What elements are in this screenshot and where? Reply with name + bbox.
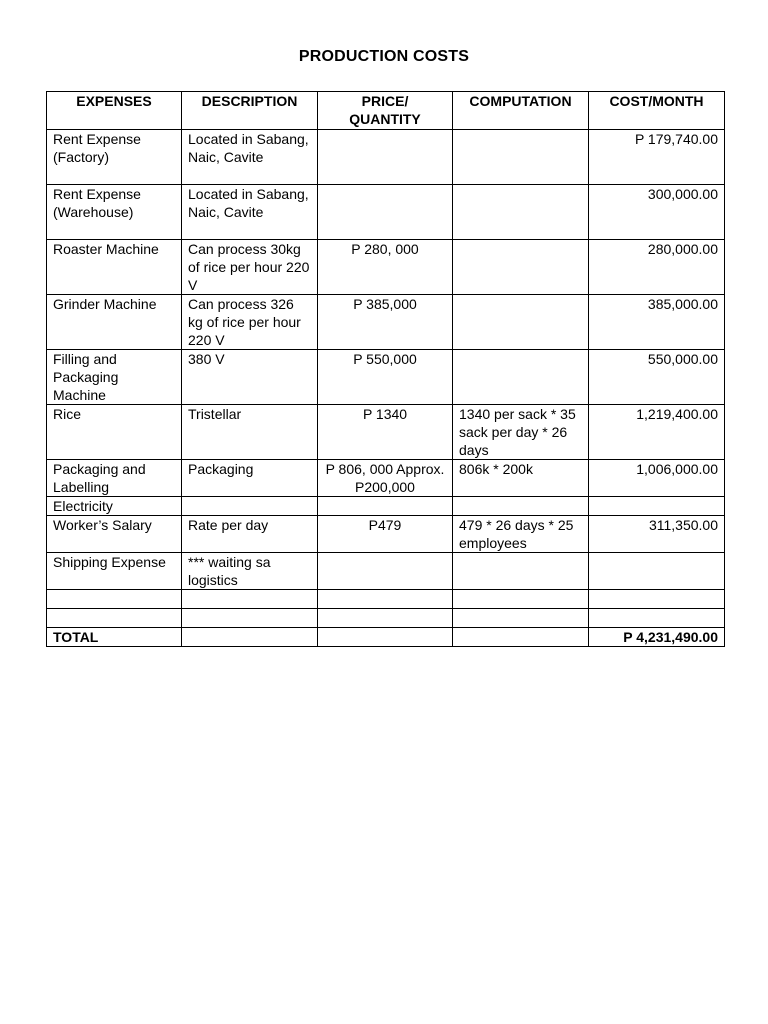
cell-computation — [453, 590, 589, 609]
cell-cost — [589, 609, 725, 628]
header-cost-month: COST/MONTH — [589, 92, 725, 130]
cell-price — [318, 497, 453, 516]
cell-price — [318, 130, 453, 185]
production-costs-table — [46, 91, 725, 647]
cell-expense: Rent Expense (Warehouse) — [47, 185, 182, 240]
table-row — [47, 185, 725, 240]
cell-computation — [453, 130, 589, 185]
cell-expense: Rice — [47, 405, 182, 460]
cell-price — [318, 590, 453, 609]
header-price-quantity — [318, 92, 453, 130]
table-row — [47, 240, 725, 295]
cell-description: Located in Sabang, Naic, Cavite — [182, 185, 318, 240]
cell-price: P 1340 — [318, 405, 453, 460]
cell-expense: Shipping Expense — [47, 553, 182, 590]
cell-expense: Roaster Machine — [47, 240, 182, 295]
total-row — [47, 628, 725, 647]
cell-computation — [453, 497, 589, 516]
cell-computation: 806k * 200k — [453, 460, 589, 497]
cell-description: Can process 326 kg of rice per hour 220 V — [182, 295, 318, 350]
cell-computation: 1340 per sack * 35 sack per day * 26 days — [453, 405, 589, 460]
cell-description — [182, 609, 318, 628]
cell-computation — [453, 553, 589, 590]
cell-expense: Filling and Packaging Machine — [47, 350, 182, 405]
table-row — [47, 553, 725, 590]
table-row — [47, 497, 725, 516]
cell-cost: 311,350.00 — [589, 516, 725, 553]
cell-computation — [453, 295, 589, 350]
cell-cost — [589, 553, 725, 590]
cell-computation: 479 * 26 days * 25 employees — [453, 516, 589, 553]
table-row — [47, 590, 725, 609]
cell-description: *** waiting sa logistics — [182, 553, 318, 590]
header-price-line2: QUANTITY — [349, 111, 421, 127]
cell-description: Can process 30kg of rice per hour 220 V — [182, 240, 318, 295]
total-value: P 4,231,490.00 — [589, 628, 725, 647]
header-description: DESCRIPTION — [182, 92, 318, 130]
cell-cost: 280,000.00 — [589, 240, 725, 295]
cell-price: P479 — [318, 516, 453, 553]
cell-description: Tristellar — [182, 405, 318, 460]
table-row — [47, 350, 725, 405]
cell-description: Rate per day — [182, 516, 318, 553]
cell-cost: 1,219,400.00 — [589, 405, 725, 460]
cell-cost: 300,000.00 — [589, 185, 725, 240]
table-row — [47, 609, 725, 628]
cell-expense — [47, 590, 182, 609]
cell-price: P 806, 000 Approx. P200,000 — [318, 460, 453, 497]
cell-cost — [589, 590, 725, 609]
cell-computation — [453, 185, 589, 240]
cell-empty — [182, 628, 318, 647]
table-header-row — [47, 92, 725, 130]
cell-cost: 550,000.00 — [589, 350, 725, 405]
header-expenses: EXPENSES — [47, 92, 182, 130]
cell-description — [182, 590, 318, 609]
cell-expense: Packaging and Labelling — [47, 460, 182, 497]
header-price-line1: PRICE/ — [361, 93, 409, 109]
cell-cost — [589, 497, 725, 516]
cell-price — [318, 553, 453, 590]
cell-expense: Grinder Machine — [47, 295, 182, 350]
cell-price: P 385,000 — [318, 295, 453, 350]
cell-computation — [453, 350, 589, 405]
cell-description: 380 V — [182, 350, 318, 405]
cell-computation — [453, 609, 589, 628]
cell-description — [182, 497, 318, 516]
cell-description: Packaging — [182, 460, 318, 497]
cell-cost: 385,000.00 — [589, 295, 725, 350]
cell-price — [318, 185, 453, 240]
cell-empty — [453, 628, 589, 647]
table-row — [47, 460, 725, 497]
cell-expense: Worker’s Salary — [47, 516, 182, 553]
cell-expense — [47, 609, 182, 628]
table-row — [47, 516, 725, 553]
cell-description: Located in Sabang, Naic, Cavite — [182, 130, 318, 185]
cell-expense: Electricity — [47, 497, 182, 516]
cell-computation — [453, 240, 589, 295]
page-title: PRODUCTION COSTS — [298, 48, 470, 65]
table-row — [47, 295, 725, 350]
cell-price — [318, 609, 453, 628]
cell-cost: 1,006,000.00 — [589, 460, 725, 497]
cell-expense: Rent Expense (Factory) — [47, 130, 182, 185]
total-label: TOTAL — [47, 628, 182, 647]
cell-cost: P 179,740.00 — [589, 130, 725, 185]
cell-price: P 550,000 — [318, 350, 453, 405]
header-computation: COMPUTATION — [453, 92, 589, 130]
table-row — [47, 405, 725, 460]
cell-empty — [318, 628, 453, 647]
table-row — [47, 130, 725, 185]
cell-price: P 280, 000 — [318, 240, 453, 295]
